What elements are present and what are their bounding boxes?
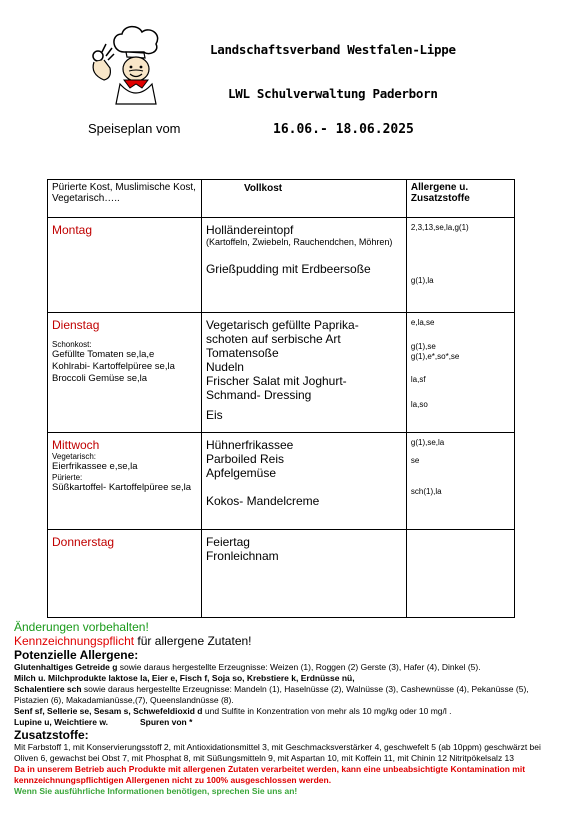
day-cell (48, 313, 202, 433)
col2-header: Vollkost (201, 180, 406, 218)
table-header-row (48, 180, 515, 218)
milk-bold: Milch u. Milchprodukte laktose la, Eier e, Fisch f, Soja so, Krebstiere k, Erdnüsse nü, (14, 673, 355, 683)
day-name: Mittwoch (52, 438, 100, 452)
dish: Hühnerfrikassee (205, 438, 294, 452)
footer (14, 620, 564, 797)
allergen-code: se (410, 456, 420, 465)
kennzeichnung-red: Kennzeichnungspflicht (14, 634, 135, 648)
table-row-donnerstag (48, 530, 515, 618)
allergene-title: Potenzielle Allergene: (14, 648, 139, 662)
allergen-code: 2,3,13,se,la,g(1) (410, 223, 469, 232)
info-notice: Wenn Sie ausführliche Informationen benötigen, sprechen Sie uns an! (14, 786, 298, 796)
senf-rest: und Sulfite in Konzentration von mehr als 10 mg/kg oder 10 mg/l . (202, 706, 452, 716)
gluten-line (14, 662, 564, 673)
dish: Holländereintopf (205, 223, 294, 237)
table-row-dienstag (48, 313, 515, 433)
side-dish: Gefüllte Tomaten se,la,e (52, 349, 155, 360)
side-title: Pürierte: (52, 473, 83, 482)
menu-cell (201, 530, 406, 618)
school-name: LWL Schulverwaltung Paderborn (228, 86, 438, 101)
spuren-bold: Spuren von * (140, 717, 193, 727)
dish: Tomatensoße (205, 346, 279, 360)
day-name: Montag (52, 223, 93, 237)
day-cell (48, 530, 202, 618)
dish-note: (Kartoffeln, Zwiebeln, Rauchendchen, Möhren) (205, 237, 393, 247)
speiseplan-label: Speiseplan vom (88, 121, 181, 136)
side-title: Schonkost: (52, 340, 92, 349)
table-row-mittwoch (48, 433, 515, 530)
allergen-code: la,sf (410, 375, 426, 384)
senf-bold: Senf sf, Sellerie se, Sesam s, Schwefeldioxid d (14, 706, 203, 716)
chef-icon (82, 22, 172, 107)
allergen-code: g(1),se,la (410, 438, 445, 447)
nuts-rest: sowie daraus hergestellte Erzeugnisse: Mandeln (1), Haselnüsse (2), Walnüsse (3), Cashewnüsse (4), Pekanüsse (5), Pistazien (6), Makadamianüsse,(7), Queenslandnüsse (8). (14, 684, 529, 705)
dish: Schmand- Dressing (205, 388, 312, 402)
allergen-code: e,la,se (410, 318, 435, 327)
dish: Nudeln (205, 360, 244, 374)
allergen-cell (406, 530, 514, 618)
nuts-bold: Schalentiere sch (14, 684, 82, 694)
menu-table (47, 179, 515, 618)
col3-header: Allergene u. Zusatzstoffe (406, 180, 514, 218)
side-title: Vegetarisch: (52, 452, 97, 461)
day-name: Donnerstag (52, 535, 115, 549)
day-cell (48, 218, 202, 313)
side-dish: Broccoli Gemüse se,la (52, 373, 148, 384)
menu-cell (201, 218, 406, 313)
day-name: Dienstag (52, 318, 100, 332)
table-row-montag (48, 218, 515, 313)
gluten-rest: sowie daraus hergestellte Erzeugnisse: Weizen (1), Roggen (2) Gerste (3), Hafer (4), Dinkel (5). (117, 662, 481, 672)
col1-header: Pürierte Kost, Muslimische Kost, Vegetarisch….. (48, 180, 202, 218)
lupine-bold: Lupine u, Weichtiere w. (14, 717, 108, 727)
allergen-cell (406, 218, 514, 313)
dish: Feiertag (205, 535, 250, 549)
dish: Grießpudding mit Erdbeersoße (205, 262, 371, 276)
lupine-line (14, 717, 564, 728)
menu-cell (201, 313, 406, 433)
menu-cell (201, 433, 406, 530)
kennzeichnung-rest: für allergene Zutaten! (134, 634, 252, 648)
contamination-warning: Da in unserem Betrieb auch Produkte mit allergenen Zutaten verarbeitet werden, kann eine unbeabsichtigte Kontamination mit kennzeichnungspflichtigen Allergenen nicht zu 100% ausgeschlossen werden. (14, 764, 526, 785)
side-dish: Kohlrabi- Kartoffelpüree se,la (52, 361, 175, 372)
nuts-line (14, 684, 564, 706)
dish: schoten auf serbische Art (205, 332, 341, 346)
dish: Eis (205, 408, 223, 422)
date-range: 16.06.- 18.06.2025 (273, 122, 414, 137)
allergen-code: sch(1),la (410, 487, 442, 496)
allergen-cell (406, 433, 514, 530)
dish: Vegetarisch gefüllte Paprika- (205, 318, 359, 332)
dish: Apfelgemüse (205, 466, 276, 480)
zusatzstoffe-text: Mit Farbstoff 1, mit Konservierungsstoff 2, mit Antioxidationsmittel 3, mit Geschmacksverstärker 4, geschwefelt 5 (ab 10ppm) geschwärzt bei Oliven 6, gewachst bei Obst 7, mit Phosphat 8, mit Süßungsmitteln 9, mit Aspartan 10, mit Koffein 11, mit Chinin 12 Nitritpökelsalz 13 (14, 742, 541, 763)
dish: Frischer Salat mit Joghurt- (205, 374, 347, 388)
allergen-code: g(1),e*,so*,se (410, 352, 460, 361)
day-cell (48, 433, 202, 530)
milk-line (14, 673, 564, 684)
changes-notice: Änderungen vorbehalten! (14, 620, 149, 634)
allergen-code: g(1),la (410, 276, 434, 285)
gluten-bold: Glutenhaltiges Getreide g (14, 662, 118, 672)
dish: Parboiled Reis (205, 452, 284, 466)
allergen-cell (406, 313, 514, 433)
allergen-code: g(1),se (410, 342, 436, 351)
side-dish: Süßkartoffel- Kartoffelpüree se,la (52, 482, 192, 493)
dish: Fronleichnam (205, 549, 279, 563)
dish: Kokos- Mandelcreme (205, 494, 320, 508)
senf-line (14, 706, 564, 717)
organization-name: Landschaftsverband Westfalen-Lippe (210, 42, 456, 57)
side-dish: Eierfrikassee e,se,la (52, 461, 138, 472)
zusatzstoffe-title: Zusatzstoffe: (14, 728, 89, 742)
allergen-code: la,so (410, 400, 428, 409)
kennzeichnung-line (14, 634, 564, 648)
